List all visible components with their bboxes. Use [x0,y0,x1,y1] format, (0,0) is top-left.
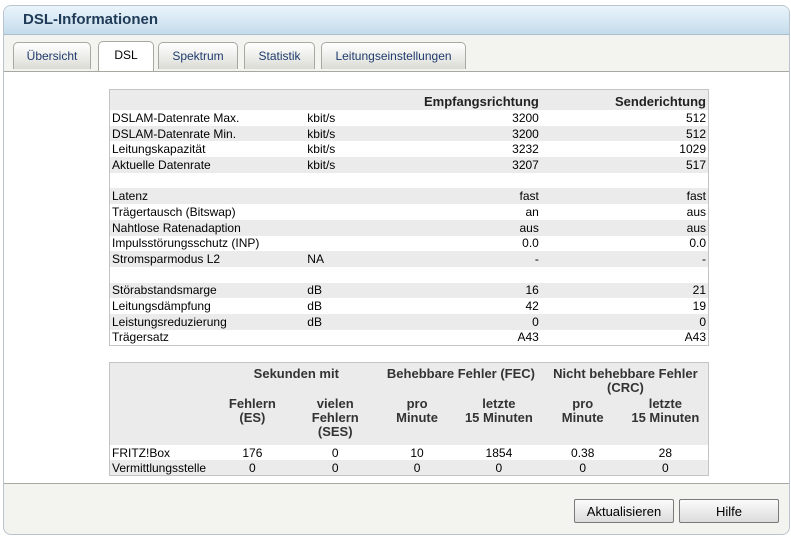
table-row [110,236,709,252]
row-label: Vermittlungsstelle [110,460,214,476]
subheader-crc-pro-minute: pro Minute [543,397,623,445]
error-sub-header-row [110,397,709,445]
cell-crc-15-min: 0 [623,460,709,476]
row-label: DSLAM-Datenrate Max. [112,110,240,125]
cell-ses: 0 [331,445,339,460]
row-label: DSLAM-Datenrate Min. [110,126,306,142]
row-label: Latenz [110,188,306,204]
header-crc-line2: (CRC) [606,380,644,395]
row-label: Störabstandsmarge [110,283,306,299]
table-row [110,330,709,346]
table-row [110,314,709,330]
header-empfangsrichtung: Empfangsrichtung [405,90,541,111]
row-unit: NA [305,251,405,267]
dsl-info-table [109,89,709,346]
error-group-header-row [110,363,709,398]
table-row [110,445,709,460]
row-tx-value: 512 [541,126,709,142]
table-row [110,220,709,236]
table-row [110,110,709,126]
row-rx-value: fast [405,188,541,204]
tab-leitungseinstellungen[interactable]: Leitungseinstellungen [321,42,466,69]
row-unit: dB [307,299,322,314]
row-rx-value: - [405,251,541,267]
header-fec: Behebbare Fehler (FEC) [379,363,543,398]
cell-crc-15-min: 28 [658,445,672,460]
row-tx-value: 0 [541,314,709,330]
row-unit: dB [305,314,405,330]
row-rx-value: A43 [517,330,539,345]
row-tx-value: 21 [541,283,709,299]
row-label: Stromsparmodus L2 [110,251,306,267]
row-label: Nahtlose Ratenadaption [110,220,306,236]
row-tx-value: 19 [692,299,706,314]
row-rx-value: an [525,204,539,219]
dsl-info-window [3,5,790,535]
subheader-crc-letzte-15-minuten: letzte 15 Minuten [623,397,709,445]
header-sekunden-mit: Sekunden mit [213,363,379,398]
dsl-table-header [110,90,709,111]
row-tx-value: 517 [541,157,709,173]
cell-crc-per-minute: 0.38 [571,445,595,460]
cell-fec-15-min: 1854 [485,445,513,460]
row-tx-value: aus [541,220,709,236]
refresh-button[interactable]: Aktualisieren [574,499,674,523]
cell-fec-15-min: 0 [455,460,543,476]
cell-es: 176 [242,445,263,460]
cell-fec-per-minute: 10 [410,445,424,460]
subheader-fec-letzte-15-minuten: letzte 15 Minuten [455,397,543,445]
subheader-fec-pro-minute: pro Minute [379,397,455,445]
row-label: Leistungsreduzierung [110,314,306,330]
cell-ses: 0 [291,460,379,476]
table-row [110,126,709,142]
row-tx-value: A43 [684,330,706,345]
row-unit [305,330,405,346]
row-unit: kbit/s [305,157,405,173]
row-unit [305,220,405,236]
table-row [110,188,709,204]
row-label: Leitungskapazität [112,142,206,157]
row-rx-value: 42 [525,299,539,314]
table-row [110,204,709,220]
subheader-ses: vielen Fehlern (SES) [291,397,379,445]
header-crc-line1: Nicht behebbare Fehler [553,366,698,381]
error-stats-table [109,362,709,476]
row-tx-value: 512 [685,110,706,125]
tab-content-dsl [4,72,789,484]
table-row [110,251,709,267]
title-bar [4,6,789,35]
row-unit [305,236,405,252]
row-unit: kbit/s [307,110,336,125]
tab-uebersicht[interactable]: Übersicht [13,42,91,69]
row-label: Impulsstörungsschutz (INP) [112,236,260,251]
header-crc [543,363,709,398]
cell-crc-per-minute: 0 [543,460,623,476]
row-tx-value: aus [686,204,706,219]
table-row [110,298,709,314]
cell-es: 0 [213,460,291,476]
row-tx-value: fast [541,188,709,204]
row-unit [305,188,405,204]
tab-statistik[interactable]: Statistik [244,42,315,69]
row-unit: kbit/s [305,126,405,142]
tab-spektrum[interactable]: Spektrum [158,42,238,69]
row-unit [305,204,405,220]
row-label: Aktuelle Datenrate [110,157,306,173]
table-row [110,157,709,173]
table-row [110,460,709,476]
row-tx-value: 1029 [679,142,706,157]
row-tx-value: - [541,251,709,267]
table-spacer-row [110,267,709,283]
table-row [110,283,709,299]
row-rx-value: 3200 [405,126,541,142]
tab-bar [4,35,789,72]
table-spacer-row [110,173,709,189]
row-unit: dB [305,283,405,299]
row-rx-value: 3232 [512,142,539,157]
window-title: DSL-Informationen [23,11,158,28]
help-button[interactable]: Hilfe [679,499,779,523]
row-label: Leitungsdämpfung [112,299,211,314]
row-label: Trägersatz [112,330,169,345]
row-rx-value: 16 [405,283,541,299]
row-label: FRITZ!Box [112,445,171,460]
subheader-es: Fehlern (ES) [213,397,291,445]
row-rx-value: 3207 [405,157,541,173]
row-unit: kbit/s [307,142,336,157]
row-rx-value: aus [405,220,541,236]
cell-fec-per-minute: 0 [379,460,455,476]
row-tx-value: 0.0 [689,236,706,251]
row-rx-value: 0.0 [522,236,539,251]
row-label: Trägertausch (Bitswap) [112,204,236,219]
row-rx-value: 0 [405,314,541,330]
tab-dsl[interactable]: DSL [98,41,154,71]
table-row [110,141,709,157]
row-rx-value: 3200 [512,110,539,125]
header-senderichtung: Senderichtung [541,90,709,111]
